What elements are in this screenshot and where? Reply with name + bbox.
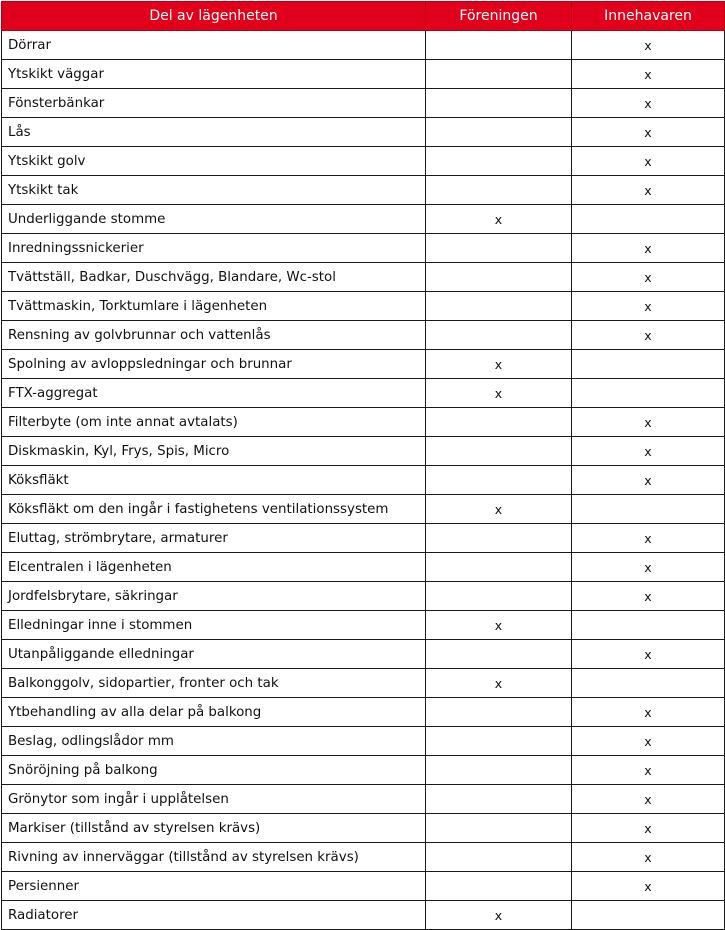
row-item-label: Utanpåliggande elledningar <box>2 640 426 669</box>
innehavaren-mark: x <box>572 640 725 669</box>
table-row <box>2 698 725 727</box>
row-item-label: Persienner <box>2 872 426 901</box>
row-item-label: Köksfläkt om den ingår i fastighetens ventilationssystem <box>2 495 426 524</box>
row-item-label: Jordfelsbrytare, säkringar <box>2 582 426 611</box>
innehavaren-mark: x <box>572 176 725 205</box>
table-row <box>2 321 725 350</box>
row-item-label: Radiatorer <box>2 901 426 930</box>
table-row <box>2 234 725 263</box>
row-item-label: Ytskikt tak <box>2 176 426 205</box>
row-item-label: Fönsterbänkar <box>2 89 426 118</box>
innehavaren-mark: x <box>572 408 725 437</box>
table-row <box>2 263 725 292</box>
row-item-label: Diskmaskin, Kyl, Frys, Spis, Micro <box>2 437 426 466</box>
row-item-label: Spolning av avloppsledningar och brunnar <box>2 350 426 379</box>
foreningen-mark <box>426 437 572 466</box>
innehavaren-mark: x <box>572 727 725 756</box>
foreningen-mark <box>426 698 572 727</box>
innehavaren-mark: x <box>572 524 725 553</box>
row-item-label: Ytskikt väggar <box>2 60 426 89</box>
header-innehavaren: Innehavaren <box>572 2 725 31</box>
table-row <box>2 89 725 118</box>
table-row <box>2 814 725 843</box>
table-row <box>2 292 725 321</box>
foreningen-mark: x <box>426 495 572 524</box>
header-del-av-lagenheten: Del av lägenheten <box>2 2 426 31</box>
innehavaren-mark: x <box>572 118 725 147</box>
row-item-label: Köksfläkt <box>2 466 426 495</box>
row-item-label: Tvättställ, Badkar, Duschvägg, Blandare, Wc-stol <box>2 263 426 292</box>
table-row <box>2 147 725 176</box>
row-item-label: Elledningar inne i stommen <box>2 611 426 640</box>
innehavaren-mark: x <box>572 234 725 263</box>
table-row <box>2 582 725 611</box>
table-row <box>2 205 725 234</box>
row-item-label: Balkonggolv, sidopartier, fronter och tak <box>2 669 426 698</box>
foreningen-mark <box>426 176 572 205</box>
foreningen-mark <box>426 31 572 60</box>
responsibility-table <box>1 1 725 930</box>
table-row <box>2 669 725 698</box>
row-item-label: Ytskikt golv <box>2 147 426 176</box>
foreningen-mark <box>426 292 572 321</box>
innehavaren-mark <box>572 205 725 234</box>
innehavaren-mark <box>572 669 725 698</box>
innehavaren-mark: x <box>572 872 725 901</box>
header-foreningen: Föreningen <box>426 2 572 31</box>
foreningen-mark <box>426 234 572 263</box>
innehavaren-mark <box>572 611 725 640</box>
foreningen-mark: x <box>426 669 572 698</box>
innehavaren-mark: x <box>572 756 725 785</box>
innehavaren-mark <box>572 379 725 408</box>
table-row <box>2 611 725 640</box>
table-row <box>2 466 725 495</box>
innehavaren-mark <box>572 901 725 930</box>
table-row <box>2 495 725 524</box>
foreningen-mark <box>426 408 572 437</box>
innehavaren-mark: x <box>572 263 725 292</box>
foreningen-mark <box>426 640 572 669</box>
row-item-label: Elcentralen i lägenheten <box>2 553 426 582</box>
row-item-label: Snöröjning på balkong <box>2 756 426 785</box>
foreningen-mark <box>426 524 572 553</box>
row-item-label: Grönytor som ingår i upplåtelsen <box>2 785 426 814</box>
innehavaren-mark: x <box>572 31 725 60</box>
innehavaren-mark: x <box>572 785 725 814</box>
table-row <box>2 437 725 466</box>
innehavaren-mark: x <box>572 321 725 350</box>
row-item-label: Dörrar <box>2 31 426 60</box>
table-row <box>2 872 725 901</box>
table-row <box>2 785 725 814</box>
innehavaren-mark <box>572 350 725 379</box>
table-row <box>2 524 725 553</box>
table-row <box>2 31 725 60</box>
innehavaren-mark: x <box>572 698 725 727</box>
foreningen-mark <box>426 263 572 292</box>
row-item-label: Eluttag, strömbrytare, armaturer <box>2 524 426 553</box>
innehavaren-mark: x <box>572 843 725 872</box>
foreningen-mark <box>426 60 572 89</box>
innehavaren-mark: x <box>572 582 725 611</box>
row-item-label: Markiser (tillstånd av styrelsen krävs) <box>2 814 426 843</box>
foreningen-mark <box>426 785 572 814</box>
header-row <box>2 2 725 31</box>
table-row <box>2 408 725 437</box>
row-item-label: Rensning av golvbrunnar och vattenlås <box>2 321 426 350</box>
innehavaren-mark: x <box>572 147 725 176</box>
table-row <box>2 118 725 147</box>
table-row <box>2 553 725 582</box>
foreningen-mark <box>426 814 572 843</box>
row-item-label: Inredningssnickerier <box>2 234 426 263</box>
foreningen-mark <box>426 872 572 901</box>
row-item-label: Ytbehandling av alla delar på balkong <box>2 698 426 727</box>
table-row <box>2 640 725 669</box>
foreningen-mark <box>426 321 572 350</box>
foreningen-mark <box>426 553 572 582</box>
row-item-label: Tvättmaskin, Torktumlare i lägenheten <box>2 292 426 321</box>
row-item-label: Beslag, odlingslådor mm <box>2 727 426 756</box>
foreningen-mark <box>426 843 572 872</box>
row-item-label: FTX-aggregat <box>2 379 426 408</box>
table-row <box>2 843 725 872</box>
table-row <box>2 176 725 205</box>
foreningen-mark <box>426 582 572 611</box>
innehavaren-mark: x <box>572 814 725 843</box>
table-header <box>2 2 725 31</box>
foreningen-mark: x <box>426 205 572 234</box>
table-row <box>2 901 725 930</box>
innehavaren-mark: x <box>572 466 725 495</box>
foreningen-mark: x <box>426 901 572 930</box>
table-row <box>2 60 725 89</box>
foreningen-mark: x <box>426 611 572 640</box>
innehavaren-mark: x <box>572 437 725 466</box>
foreningen-mark: x <box>426 350 572 379</box>
innehavaren-mark: x <box>572 553 725 582</box>
foreningen-mark <box>426 756 572 785</box>
table-body <box>2 31 725 930</box>
innehavaren-mark: x <box>572 89 725 118</box>
foreningen-mark <box>426 118 572 147</box>
innehavaren-mark: x <box>572 292 725 321</box>
innehavaren-mark <box>572 495 725 524</box>
foreningen-mark <box>426 89 572 118</box>
foreningen-mark <box>426 147 572 176</box>
table-row <box>2 379 725 408</box>
foreningen-mark <box>426 466 572 495</box>
table-row <box>2 727 725 756</box>
row-item-label: Filterbyte (om inte annat avtalats) <box>2 408 426 437</box>
table-row <box>2 756 725 785</box>
row-item-label: Underliggande stomme <box>2 205 426 234</box>
row-item-label: Lås <box>2 118 426 147</box>
foreningen-mark <box>426 727 572 756</box>
row-item-label: Rivning av innerväggar (tillstånd av styrelsen krävs) <box>2 843 426 872</box>
foreningen-mark: x <box>426 379 572 408</box>
table-row <box>2 350 725 379</box>
innehavaren-mark: x <box>572 60 725 89</box>
